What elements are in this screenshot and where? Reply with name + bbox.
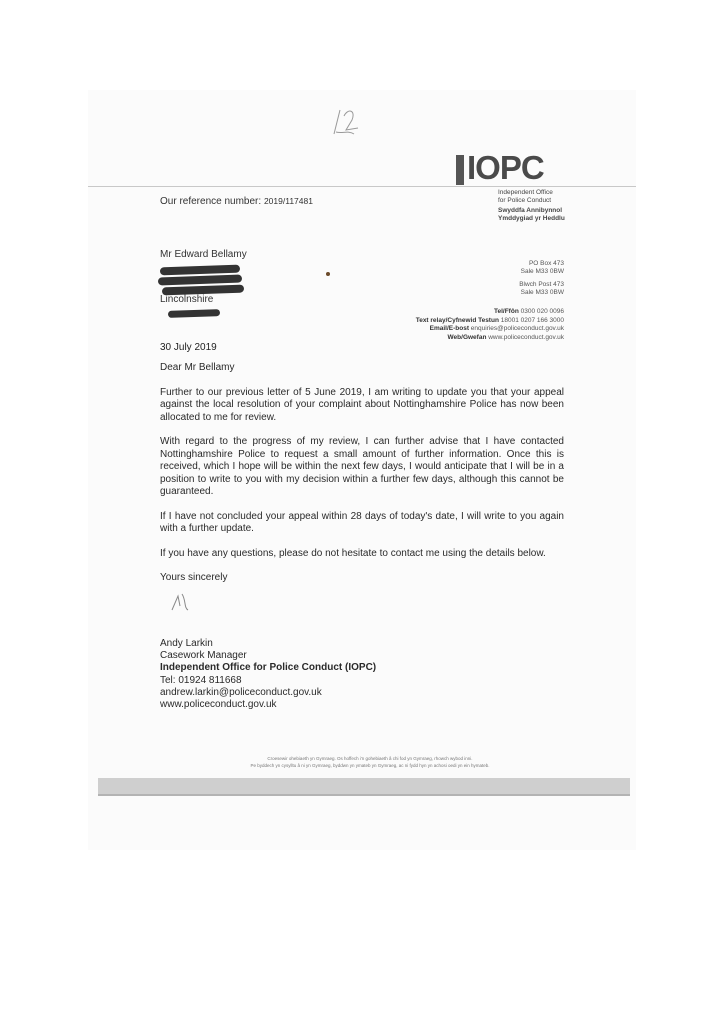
closing: Yours sincerely bbox=[160, 572, 228, 583]
sender-tel: Tel: 01924 811668 bbox=[160, 674, 242, 686]
footer-band-edge bbox=[98, 794, 630, 796]
recipient-county: Lincolnshire bbox=[160, 294, 214, 305]
reference-number: Our reference number: 2019/117481 bbox=[160, 196, 313, 207]
recipient-address bbox=[160, 249, 247, 261]
header-rule bbox=[88, 186, 636, 187]
paragraph: If you have any questions, please do not hesitate to contact me using the details below. bbox=[160, 547, 546, 559]
paragraph: If I have not concluded your appeal within 28 days of today's date, I will write to you again with a further update. bbox=[160, 510, 564, 534]
footer-band bbox=[98, 778, 630, 794]
sender-email: andrew.larkin@policeconduct.gov.uk bbox=[160, 686, 322, 698]
recipient-name: Mr Edward Bellamy bbox=[160, 249, 247, 260]
paragraph: Further to our previous letter of 5 June 2019, I am writing to update you that your appeal against the local resolution of your complaint about Nottinghamshire Police has now been allocated to me for review. bbox=[160, 386, 564, 423]
letter-body bbox=[160, 362, 564, 597]
sender-name: Andy Larkin bbox=[160, 638, 213, 649]
sender-org: Independent Office for Police Conduct (IOPC) bbox=[160, 662, 377, 674]
sender-web: www.policeconduct.gov.uk bbox=[160, 699, 277, 711]
welsh-language-footer: Croesewir ohebiaeth yn Gymraeg. Os hoffech i'n gohebiaeth â chi fod yn Gymraeg, rhowch wybod inni. Pe byddech yn cysylltu â ni yn Gymraeg, byddwn yn ymateb yn Gymraeg, ac ni fydd hyn yn achosi oedi yn ein hymateb. bbox=[250, 756, 490, 768]
postal-address: PO Box 473 Sale M33 0BW Blwch Post 473 Sale M33 0BW bbox=[519, 260, 564, 296]
signature bbox=[168, 590, 198, 614]
handwritten-annotation bbox=[326, 104, 376, 140]
iopc-logo: IOPC bbox=[456, 152, 548, 186]
organisation-name: Independent Office for Police Conduct Swyddfa Annibynnol Ymddygiad yr Heddlu bbox=[498, 189, 565, 222]
sender-block bbox=[160, 638, 376, 711]
contact-details: Tel/Ffôn 0300 020 0096 Text relay/Cyfnewid Testun 18001 0207 166 3000 Email/E-bost enquiries@policeconduct.gov.uk Web/Gwefan www.policeconduct.gov.uk bbox=[415, 308, 564, 341]
paragraph: With regard to the progress of my review, I can further advise that I have contacted Nottinghamshire Police to request a small amount of further information. Once this is received, which I hope will be within the next few days, I would anticipate that I will be in a position to write to you with my decision within a further few days, although this cannot be guaranteed. bbox=[160, 436, 564, 497]
sender-title: Casework Manager bbox=[160, 650, 247, 662]
letter-date: 30 July 2019 bbox=[160, 342, 217, 353]
stain-mark bbox=[326, 272, 330, 276]
salutation: Dear Mr Bellamy bbox=[160, 362, 235, 373]
